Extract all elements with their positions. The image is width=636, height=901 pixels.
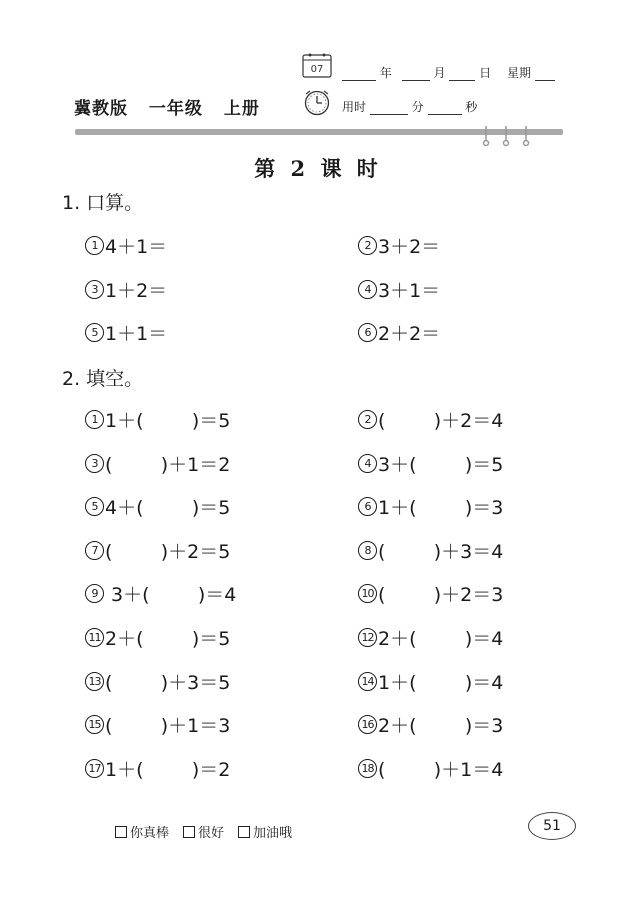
problem-number: 15	[85, 715, 104, 734]
problem-expression[interactable]: 1＋( )＝5	[105, 410, 231, 432]
mental-math-problem	[358, 319, 440, 346]
time-fields	[342, 98, 477, 115]
calendar-icon	[302, 52, 332, 78]
seconds-blank[interactable]	[428, 102, 462, 115]
problem-number: 3	[85, 280, 104, 299]
problem-number: 5	[85, 497, 104, 516]
problem-number: 16	[358, 715, 377, 734]
fill-blank-problem	[85, 668, 230, 695]
fill-blank-problem	[358, 668, 503, 695]
problem-number: 9	[85, 584, 104, 603]
problem-number: 5	[85, 323, 104, 342]
date-fields	[342, 64, 555, 81]
problem-expression[interactable]: 2＋( )＝5	[105, 628, 231, 650]
mental-math-problem	[358, 276, 440, 303]
problem-number: 2	[358, 410, 377, 429]
fill-blank-problem	[85, 755, 230, 782]
mental-math-problem	[85, 319, 167, 346]
fill-blank-problem	[358, 755, 503, 782]
calendar-label: 07	[310, 64, 324, 75]
fill-blank-problem	[85, 537, 230, 564]
weekday-label: 星期	[507, 66, 532, 80]
self-rating	[115, 822, 306, 841]
problem-number: 13	[85, 672, 104, 691]
rating-label: 很好	[198, 826, 225, 841]
problem-number: 18	[358, 759, 377, 778]
fill-blank-problem	[358, 493, 503, 520]
fill-blank-problem	[358, 711, 503, 738]
month-blank[interactable]	[402, 68, 430, 81]
problem-number: 17	[85, 759, 104, 778]
problem-expression[interactable]: 1＋( )＝3	[378, 497, 504, 519]
time-used-label: 用时	[342, 100, 367, 114]
problem-expression[interactable]: 3＋1＝	[378, 280, 441, 302]
fill-blank-problem	[85, 624, 230, 651]
rating-label: 你真棒	[130, 826, 170, 841]
problem-number: 8	[358, 541, 377, 560]
fill-blank-problem	[85, 580, 236, 607]
rating-option[interactable]	[183, 822, 224, 841]
problem-expression[interactable]: 4＋( )＝5	[105, 497, 231, 519]
fill-blank-problem	[85, 493, 230, 520]
problem-expression[interactable]: 2＋( )＝3	[378, 715, 504, 737]
volume: 上册	[223, 99, 260, 119]
problem-number: 6	[358, 323, 377, 342]
fill-blank-problem	[85, 711, 230, 738]
fill-blank-problem	[85, 406, 230, 433]
minutes-label: 分	[411, 100, 424, 114]
fill-blank-problem	[358, 450, 503, 477]
problem-expression[interactable]: 1＋( )＝4	[378, 672, 504, 694]
fill-blank-problem	[358, 406, 503, 433]
rating-option[interactable]	[115, 822, 169, 841]
problem-expression[interactable]: 3＋( )＝4	[105, 584, 237, 606]
day-blank[interactable]	[449, 68, 475, 81]
rating-label: 加油哦	[253, 826, 293, 841]
problem-number: 4	[358, 454, 377, 473]
year-blank[interactable]	[342, 68, 376, 81]
section-2-title: 2. 填空。	[62, 368, 144, 390]
problem-number: 12	[358, 628, 377, 647]
year-label: 年	[379, 66, 392, 80]
mental-math-problem	[85, 276, 167, 303]
problem-number: 11	[85, 628, 104, 647]
problem-number: 14	[358, 672, 377, 691]
checkbox-icon[interactable]	[238, 826, 250, 838]
problem-expression[interactable]: ( )＋3＝4	[378, 541, 504, 563]
problem-number: 2	[358, 236, 377, 255]
page-number: 51	[528, 812, 576, 840]
problem-expression[interactable]: ( )＋2＝4	[378, 410, 504, 432]
grade: 一年级	[148, 99, 203, 119]
month-label: 月	[433, 66, 446, 80]
checkbox-icon[interactable]	[183, 826, 195, 838]
problem-number: 7	[85, 541, 104, 560]
mental-math-problem	[85, 232, 167, 259]
problem-number: 3	[85, 454, 104, 473]
day-label: 日	[479, 66, 492, 80]
fill-blank-problem	[358, 537, 503, 564]
publisher: 冀教版	[74, 99, 128, 119]
problem-expression[interactable]: 2＋( )＝4	[378, 628, 504, 650]
minutes-blank[interactable]	[370, 102, 408, 115]
section-1-title: 1. 口算。	[62, 192, 144, 214]
lesson-title: 第 2 课 时	[254, 156, 382, 181]
problem-number: 10	[358, 584, 377, 603]
fill-blank-problem	[358, 624, 503, 651]
problem-expression[interactable]: ( )＋1＝3	[105, 715, 231, 737]
problem-expression[interactable]: ( )＋1＝4	[378, 759, 504, 781]
problem-expression[interactable]: 3＋( )＝5	[378, 454, 504, 476]
rating-option[interactable]	[238, 822, 292, 841]
problem-expression[interactable]: ( )＋2＝5	[105, 541, 231, 563]
problem-expression[interactable]: 1＋2＝	[105, 280, 168, 302]
fill-blank-problem	[358, 580, 503, 607]
problem-expression[interactable]: 1＋( )＝2	[105, 759, 231, 781]
mental-math-problem	[358, 232, 440, 259]
problem-expression[interactable]: ( )＋3＝5	[105, 672, 231, 694]
weekday-blank[interactable]	[535, 68, 555, 81]
binder-rings-icon	[478, 124, 538, 148]
problem-expression[interactable]: 2＋2＝	[378, 323, 441, 345]
problem-expression[interactable]: 1＋1＝	[105, 323, 168, 345]
problem-expression[interactable]: ( )＋1＝2	[105, 454, 231, 476]
problem-number: 4	[358, 280, 377, 299]
problem-expression[interactable]: 3＋2＝	[378, 236, 441, 258]
problem-expression[interactable]: ( )＋2＝3	[378, 584, 504, 606]
problem-number: 1	[85, 410, 104, 429]
seconds-label: 秒	[465, 100, 478, 114]
book-info	[74, 94, 274, 119]
problem-number: 1	[85, 236, 104, 255]
problem-number: 6	[358, 497, 377, 516]
problem-expression[interactable]: 4＋1＝	[105, 236, 168, 258]
clock-icon	[302, 88, 332, 116]
checkbox-icon[interactable]	[115, 826, 127, 838]
fill-blank-problem	[85, 450, 230, 477]
